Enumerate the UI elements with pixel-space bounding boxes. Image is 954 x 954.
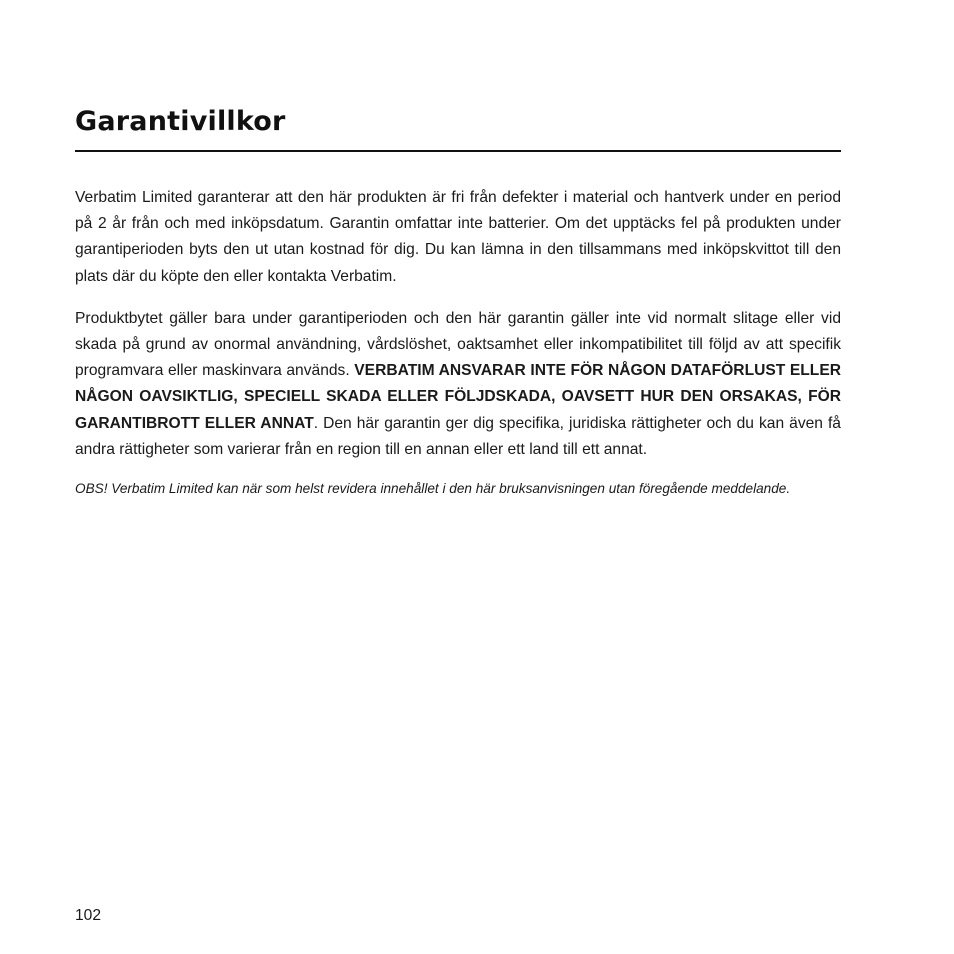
revision-note: OBS! Verbatim Limited kan när som helst revidera innehållet i den här bruksanvisningen utan föregående meddelande. bbox=[75, 481, 791, 497]
warranty-content bbox=[75, 185, 841, 499]
warranty-paragraph-2-text-end: . Den här garantin ger dig specifika, juridiska rättigheter och du kan även få andra rättigheter som varierar från en region till en annan eller ett land till ett annat. bbox=[75, 414, 841, 458]
warranty-paragraph-2-text-start: Produktbytet gäller bara under garantiperioden och den här garantin gäller inte vid normalt slitage eller vid skada på grund av onormal användning, vårdslöshet, oaktsamhet eller inkompatibilitet till följd av att specifik programvara eller maskinvara används. bbox=[75, 309, 841, 380]
page-number: 102 bbox=[75, 907, 102, 924]
page-title: Garantivillkor bbox=[75, 106, 286, 137]
warranty-paragraph-1: Verbatim Limited garanterar att den här produkten är fri från defekter i material och hantverk under en period på 2 år från och med inköpsdatum. Garantin omfattar inte batterier. Om det upptäcks fel på produkten under garantiperioden byts den ut utan kostnad för dig. Du kan lämna in den tillsammans med inköpskvittot till den plats där du köpte den eller kontakta Verbatim. bbox=[75, 189, 841, 285]
warranty-paragraph-2 bbox=[75, 306, 841, 463]
title-divider bbox=[75, 150, 841, 152]
liability-disclaimer: VERBATIM ANSVARAR INTE FÖR NÅGON DATAFÖRLUST ELLER NÅGON OAVSIKTLIG, SPECIELL SKADA ELLER FÖLJDSKADA, OAVSETT HUR DEN ORSAKAS, FÖR GARANTIBROTT ELLER ANNAT bbox=[75, 362, 841, 432]
